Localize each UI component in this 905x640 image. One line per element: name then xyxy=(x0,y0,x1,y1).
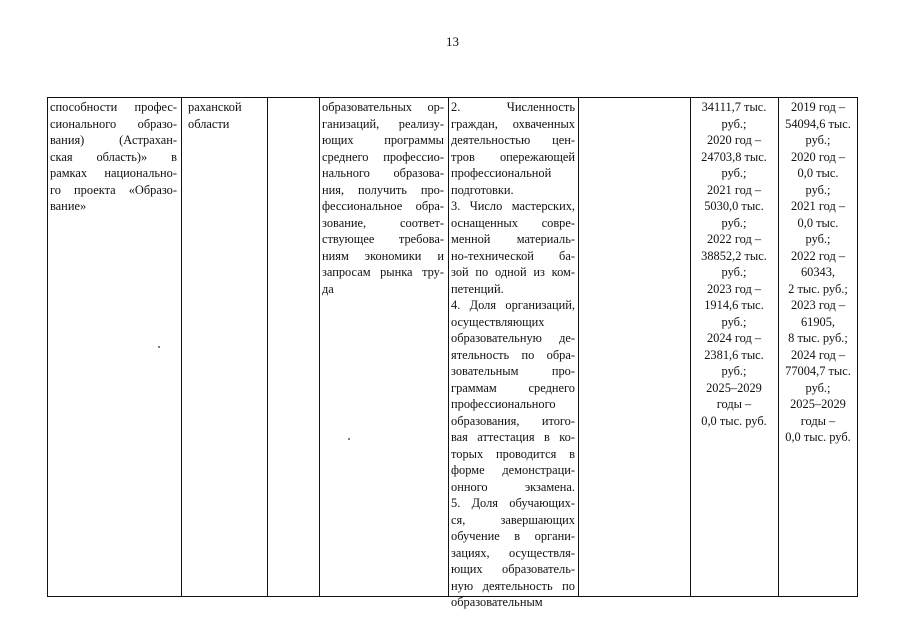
cell-line: руб.; xyxy=(805,133,831,147)
cell-line: способности профес- xyxy=(50,100,177,114)
page-number: 13 xyxy=(446,34,459,49)
cell-line: области xyxy=(188,116,230,131)
cell-line: годы – xyxy=(800,413,836,428)
cell-line: ствующее требова- xyxy=(322,232,444,246)
cell-line: 34111,7 тыс. xyxy=(701,100,767,114)
cell-line: 2021 год – xyxy=(790,199,846,213)
cell-line: ную деятельность по xyxy=(451,578,575,593)
cell-line: ская область)» в xyxy=(50,149,177,164)
cell-line: онного экзамена. xyxy=(451,479,575,494)
cell-line: нального образова- xyxy=(322,166,444,180)
cell-line: запросам рынка тру- xyxy=(322,265,444,279)
cell-line: 2. Численность xyxy=(451,100,575,114)
cell-line: 2019 год – xyxy=(790,100,846,114)
funding-cell-1 xyxy=(692,99,776,429)
cell-line: 1914,6 тыс. xyxy=(704,298,764,312)
cell-line: 24703,8 тыс. xyxy=(701,149,767,164)
cell-line: го проекта «Образо- xyxy=(50,182,177,197)
cell-line: 2023 год – xyxy=(790,298,846,312)
cell-line: 2020 год – xyxy=(790,149,846,164)
column-divider xyxy=(319,97,320,597)
cell-line: руб.; xyxy=(721,314,747,329)
cell-line: ниям экономики и xyxy=(322,248,444,263)
cell-line: 0,0 тыс. руб. xyxy=(785,430,851,444)
scan-speck xyxy=(158,346,160,348)
cell-line: 2020 год – xyxy=(706,133,762,147)
cell-line: образовательным xyxy=(451,595,543,609)
cell-line: 3. Число мастерских, xyxy=(451,199,575,213)
cell-line: 5030,0 тыс. xyxy=(704,199,764,213)
cell-line: руб.; xyxy=(805,232,831,246)
column-divider xyxy=(690,97,691,597)
cell-line: среднего профессио- xyxy=(322,149,444,164)
cell-line: 2025–2029 xyxy=(706,380,762,395)
cell-line: петенций. xyxy=(451,281,504,296)
cell-line: зой по одной из ком- xyxy=(451,265,575,279)
cell-line: руб.; xyxy=(721,215,747,230)
cell-line: 2022 год – xyxy=(706,232,762,246)
cell-line: 0,0 тыс. xyxy=(797,166,839,180)
cell-line: 2021 год – xyxy=(706,182,762,197)
cell-line: граммам среднего xyxy=(451,380,575,395)
cell-line: 2023 год – xyxy=(706,281,762,296)
cell-line: тров опережающей xyxy=(451,149,575,164)
cell-line: ющих программы xyxy=(322,133,444,147)
cell-line: 2025–2029 xyxy=(790,397,846,411)
cell-line: форме демонстраци- xyxy=(451,463,575,477)
cell-line: руб.; xyxy=(721,265,747,279)
goal-cell xyxy=(322,99,444,297)
cell-line: деятельностью цен- xyxy=(451,133,575,147)
cell-line: образовательных ор- xyxy=(322,100,444,114)
cell-line: ганизаций, реализу- xyxy=(322,116,444,131)
cell-line: обучение в органи- xyxy=(451,529,575,543)
cell-line: 4. Доля организаций, xyxy=(451,298,575,312)
cell-line: подготовки. xyxy=(451,182,514,197)
cell-line: образовательную де- xyxy=(451,331,575,345)
cell-line: профессионального xyxy=(451,397,556,411)
cell-line: ятельность по обра- xyxy=(451,347,575,362)
project-name-cell xyxy=(50,99,177,215)
cell-line: раханской xyxy=(188,100,242,114)
column-divider xyxy=(578,97,579,597)
cell-line: вание» xyxy=(50,199,87,213)
cell-line: 77004,7 тыс. xyxy=(785,364,851,378)
cell-line: 8 тыс. руб.; xyxy=(788,331,848,345)
cell-line: рамках национально- xyxy=(50,166,177,180)
cell-line: 60343, xyxy=(800,265,836,279)
cell-line: 2024 год – xyxy=(706,331,762,345)
cell-line: 0,0 тыс. руб. xyxy=(701,413,767,428)
scan-speck xyxy=(348,438,350,440)
cell-line: ся, завершающих xyxy=(451,512,575,527)
cell-line: 61905, xyxy=(800,314,836,329)
cell-line: торых проводится в xyxy=(451,446,575,461)
cell-line: 54094,6 тыс. xyxy=(785,116,851,131)
cell-line: но-технической ба- xyxy=(451,248,575,263)
cell-line: 2024 год – xyxy=(790,347,846,362)
cell-line: оснащенных совре- xyxy=(451,215,575,230)
cell-line: руб.; xyxy=(721,364,747,378)
cell-line: 2381,6 тыс. xyxy=(704,347,764,362)
cell-line: 2 тыс. руб.; xyxy=(788,281,848,296)
column-divider xyxy=(181,97,182,597)
cell-line: руб.; xyxy=(805,182,831,197)
indicators-cell xyxy=(451,99,575,611)
cell-line: осуществляющих xyxy=(451,314,545,329)
cell-line: 2022 год – xyxy=(790,248,846,263)
cell-line: ющих образователь- xyxy=(451,562,575,576)
funding-cell-2 xyxy=(779,99,857,446)
cell-line: образования, итого- xyxy=(451,413,575,428)
cell-line: вания) (Астрахан- xyxy=(50,133,177,147)
cell-line: руб.; xyxy=(805,380,831,395)
cell-line: сионального образо- xyxy=(50,116,177,131)
cell-line: годы – xyxy=(716,397,752,411)
cell-line: зование, соответ- xyxy=(322,215,444,230)
cell-line: 5. Доля обучающих- xyxy=(451,496,575,510)
region-cell xyxy=(188,99,264,132)
column-divider xyxy=(448,97,449,597)
cell-line: профессиональной xyxy=(451,166,552,180)
cell-line: 38852,2 тыс. xyxy=(701,248,767,263)
cell-line: да xyxy=(322,281,334,296)
cell-line: руб.; xyxy=(721,166,747,180)
cell-line: ния, получить про- xyxy=(322,182,444,197)
column-divider xyxy=(267,97,268,597)
cell-line: менной материаль- xyxy=(451,232,575,246)
cell-line: руб.; xyxy=(721,116,747,131)
cell-line: 0,0 тыс. xyxy=(797,215,839,230)
cell-line: фессиональное обра- xyxy=(322,199,444,213)
cell-line: зациях, осуществля- xyxy=(451,545,575,560)
cell-line: вая аттестация в ко- xyxy=(451,430,575,444)
cell-line: зовательным про- xyxy=(451,364,575,378)
cell-line: граждан, охваченных xyxy=(451,116,575,131)
